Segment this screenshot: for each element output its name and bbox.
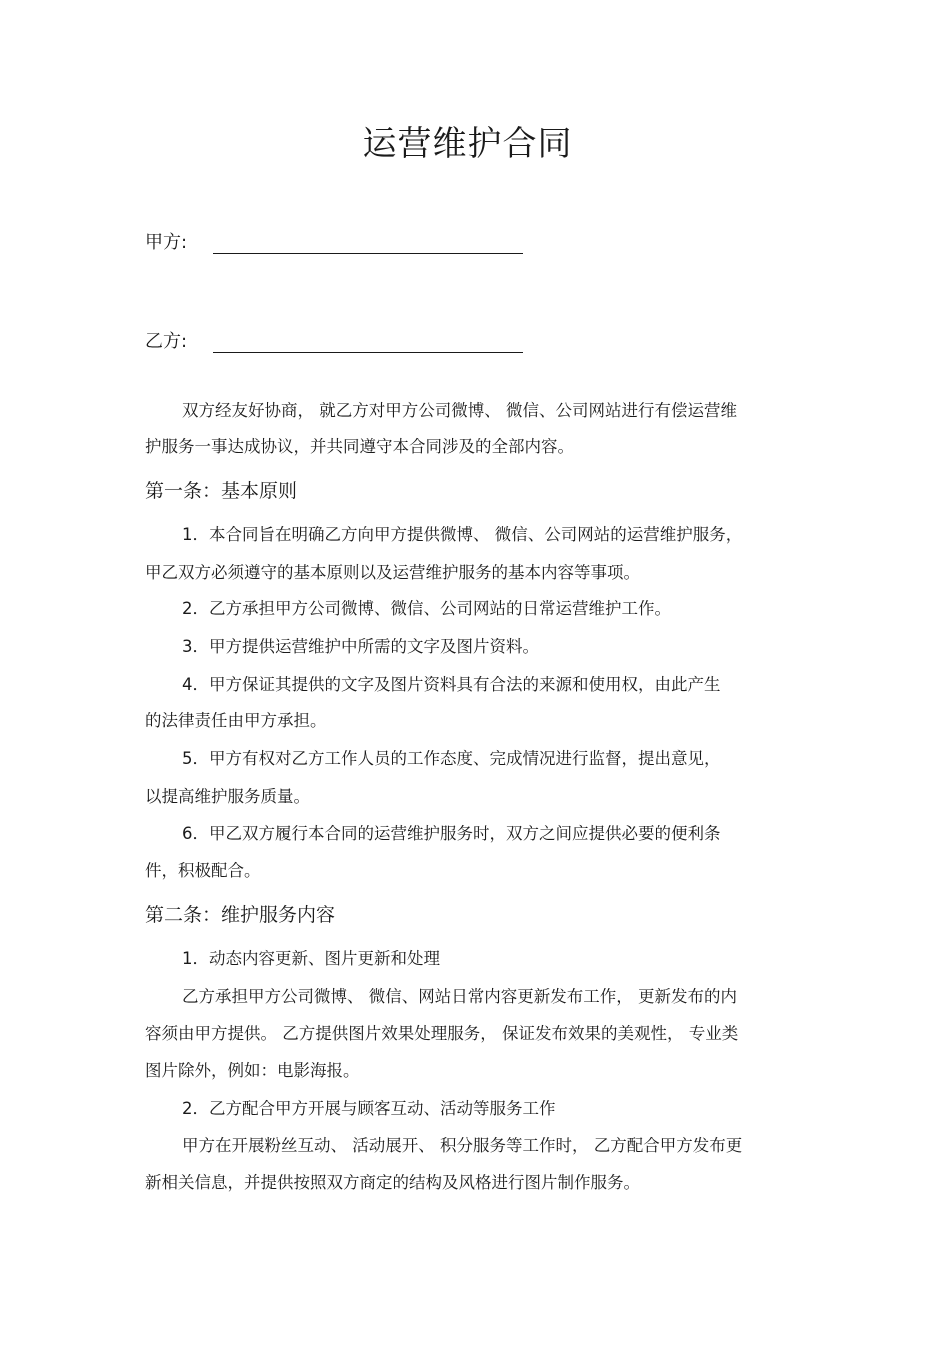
party-b-label: 乙方: xyxy=(145,331,188,352)
party-a-blank-line xyxy=(213,253,523,254)
article2-line: 新相关信息，并提供按照双方商定的结构及风格进行图片制作服务。 xyxy=(145,1173,640,1192)
article1-heading: 第一条：基本原则 xyxy=(145,480,298,502)
article1-line: 3．甲方提供运营维护中所需的文字及图片资料。 xyxy=(182,637,539,656)
article2-line: 图片除外，例如：电影海报。 xyxy=(145,1061,360,1080)
party-b-row xyxy=(145,327,211,357)
party-b-blank-line xyxy=(213,352,523,353)
article1-line: 2．乙方承担甲方公司微博、微信、公司网站的日常运营维护工作。 xyxy=(182,599,671,618)
intro-line: 护服务一事达成协议，并共同遵守本合同涉及的全部内容。 xyxy=(145,437,574,456)
article1-line: 以提高维护服务质量。 xyxy=(145,787,310,806)
article2-line: 1．动态内容更新、图片更新和处理 xyxy=(182,949,440,968)
party-a-row xyxy=(145,228,211,258)
article2-line: 2．乙方配合甲方开展与顾客互动、活动等服务工作 xyxy=(182,1099,556,1118)
article1-line: 件，积极配合。 xyxy=(145,861,261,880)
article2-line: 容须由甲方提供。 乙方提供图片效果处理服务， 保证发布效果的美观性， 专业类 xyxy=(145,1024,739,1043)
article2-line: 甲方在开展粉丝互动、 活动展开、 积分服务等工作时， 乙方配合甲方发布更 xyxy=(182,1136,743,1155)
article2-heading: 第二条：维护服务内容 xyxy=(145,904,336,926)
article1-line: 甲乙双方必须遵守的基本原则以及运营维护服务的基本内容等事项。 xyxy=(145,563,640,582)
party-a-label: 甲方: xyxy=(145,232,188,253)
article1-line: 5．甲方有权对乙方工作人员的工作态度、完成情况进行监督，提出意见， xyxy=(182,749,721,768)
article1-line: 6．甲乙双方履行本合同的运营维护服务时，双方之间应提供必要的便利条 xyxy=(182,824,721,843)
article1-line: 1．本合同旨在明确乙方向甲方提供微博、 微信、公司网站的运营维护服务， xyxy=(182,525,743,544)
article1-line: 的法律责任由甲方承担。 xyxy=(145,711,327,730)
article1-line: 4．甲方保证其提供的文字及图片资料具有合法的来源和使用权，由此产生 xyxy=(182,675,721,694)
page-title: 运营维护合同 xyxy=(362,124,573,164)
intro-line: 双方经友好协商， 就乙方对甲方公司微博、 微信、公司网站进行有偿运营维 xyxy=(182,401,737,420)
article2-line: 乙方承担甲方公司微博、 微信、网站日常内容更新发布工作， 更新发布的内 xyxy=(182,987,737,1006)
